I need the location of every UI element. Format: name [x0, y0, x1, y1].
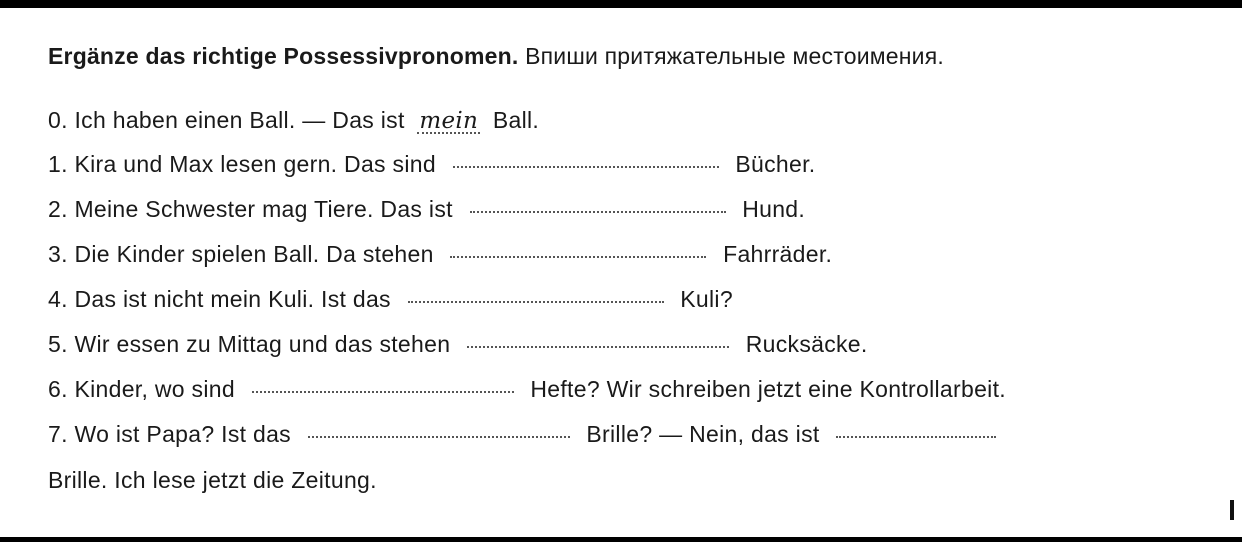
line-text: Hund. — [742, 196, 806, 222]
line-text: 6. Kinder, wo sind — [48, 376, 235, 402]
exercise-line-7 — [48, 418, 996, 450]
line-text: 2. Meine Schwester mag Tiere. Das ist — [48, 196, 453, 222]
bottom-border — [0, 537, 1242, 542]
answer-blank[interactable] — [450, 255, 706, 258]
exercise-line-0 — [48, 104, 539, 136]
exercise-line-4 — [48, 283, 733, 315]
line-text: 1. Kira und Max lesen gern. Das sind — [48, 151, 436, 177]
line-text: Fahrräder. — [723, 241, 833, 267]
line-text: Ball. — [492, 107, 540, 133]
line-text: 0. Ich haben einen Ball. — Das ist — [48, 107, 405, 133]
answer-blank[interactable] — [453, 165, 719, 168]
line-text: Bücher. — [735, 151, 816, 177]
exercise-line-5 — [48, 328, 868, 360]
line-text: Kuli? — [680, 286, 733, 312]
top-border — [0, 0, 1242, 8]
answer-blank[interactable] — [308, 435, 570, 438]
exercise-title — [48, 40, 1238, 72]
exercise-line-2 — [48, 193, 805, 225]
title-german: Ergänze das richtige Possessivpronomen. — [48, 43, 519, 69]
line-text: Brille. Ich lese jetzt die Zeitung. — [48, 467, 377, 493]
line-text: Hefte? Wir schreiben jetzt eine Kontrollarbeit. — [530, 376, 1006, 402]
answer-blank[interactable] — [252, 390, 514, 393]
line-text: Rucksäcke. — [745, 331, 868, 357]
exercise-line-1 — [48, 148, 815, 180]
title-russian: Впиши притяжательные местоимения. — [525, 43, 944, 69]
answer-blank[interactable] — [408, 300, 664, 303]
answer-blank[interactable] — [470, 210, 726, 213]
answer-blank[interactable] — [836, 435, 996, 438]
line-text: Brille? — Nein, das ist — [586, 421, 820, 447]
line-text: 5. Wir essen zu Mittag und das stehen — [48, 331, 451, 357]
example-answer: mein — [419, 108, 479, 134]
line-text: 3. Die Kinder spielen Ball. Da stehen — [48, 241, 434, 267]
worksheet — [48, 40, 1238, 493]
answer-blank[interactable] — [467, 345, 729, 348]
exercise-line-6 — [48, 373, 1006, 405]
line-text: 7. Wo ist Papa? Ist das — [48, 421, 291, 447]
exercise-line-3 — [48, 238, 832, 270]
exercise-line-7-continued — [48, 464, 377, 496]
line-text: 4. Das ist nicht mein Kuli. Ist das — [48, 286, 391, 312]
text-cursor — [1230, 500, 1234, 520]
